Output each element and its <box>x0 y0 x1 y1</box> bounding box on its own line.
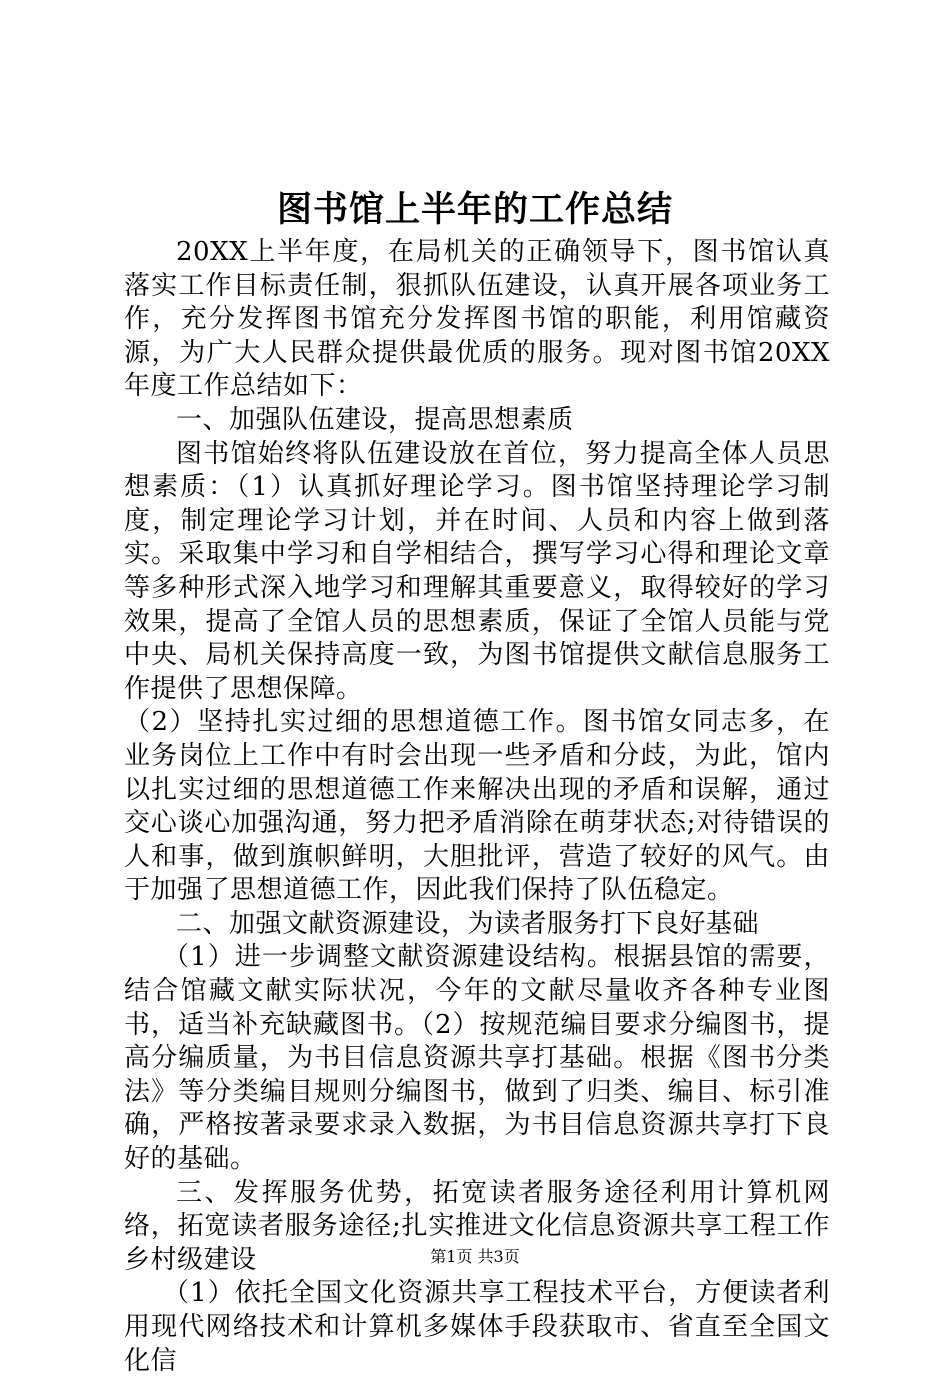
section-heading-1: 一、加强队伍建设，提高思想素质 <box>176 404 574 435</box>
section-heading-3: 三、发挥服务优势，拓宽读者服务途径利用计算机网络，拓宽读者服务途径;扎实推进文化信息资源共享工程工作乡村级建设 <box>124 1177 830 1275</box>
document-title: 图书馆上半年的工作总结 <box>276 189 673 230</box>
document-body <box>124 236 830 1378</box>
paragraph-sharing-platform: （1）依托全国文化资源共享工程技术平台，方便读者利用现代网络技术和计算机多媒体手段获取市、省直至全国文化信 <box>124 1278 830 1376</box>
paragraph-resources: （1）进一步调整文献资源建设结构。根据县馆的需要，结合馆藏文献实际状况，今年的文献尽量收齐各种专业图书，适当补充缺藏图书。（2）按规范编目要求分编图书，提高分编质量，为书目信息资源共享打基础。根据《图书分类法》等分类编目规则分编图书，做到了归类、编目、标引准确，严格按著录要求录入数据，为书目信息资源共享打下良好的基础。 <box>124 942 830 1175</box>
paragraph-moral-work: （2）坚持扎实过细的思想道德工作。图书馆女同志多，在业务岗位上工作中有时会出现一些矛盾和分歧，为此，馆内以扎实过细的思想道德工作来解决出现的矛盾和误解，通过交心谈心加强沟通，努力把矛盾消除在萌芽状态;对待错误的人和事，做到旗帜鲜明，大胆批评，营造了较好的风气。由于加强了思想道德工作，因此我们保持了队伍稳定。 <box>124 707 830 906</box>
paragraph-team-building: 图书馆始终将队伍建设放在首位，努力提高全体人员思想素质：（1）认真抓好理论学习。图书馆坚持理论学习制度，制定理论学习计划，并在时间、人员和内容上做到落实。采取集中学习和自学相结合，撰写学习心得和理论文章等多种形式深入地学习和理解其重要意义，取得较好的学习效果，提高了全馆人员的思想素质，保证了全馆人员能与党中央、局机关保持高度一致，为图书馆提供文献信息服务工作提供了思想保障。 <box>124 438 830 704</box>
paragraph-intro: 20XX上半年度，在局机关的正确领导下，图书馆认真落实工作目标责任制，狠抓队伍建设，认真开展各项业务工作，充分发挥图书馆充分发挥图书馆的职能，利用馆藏资源，为广大人民群众提供最优质的服务。现对图书馆20XX年度工作总结如下： <box>124 237 830 402</box>
section-heading-2: 二、加强文献资源建设，为读者服务打下良好基础 <box>176 908 760 939</box>
page-footer: 第1页 共3页 <box>430 1247 520 1266</box>
